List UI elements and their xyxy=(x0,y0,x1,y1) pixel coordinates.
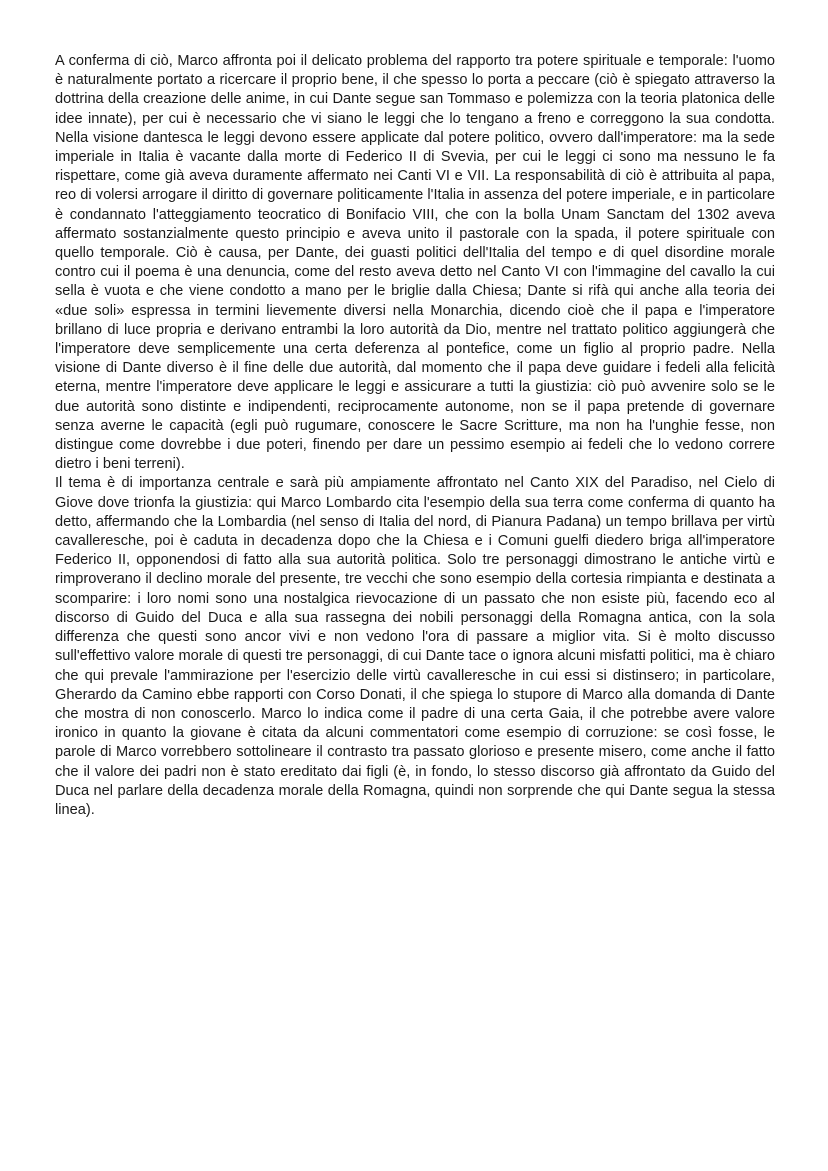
paragraph-1: A conferma di ciò, Marco affronta poi il delicato problema del rapporto tra potere spirituale e temporale: l'uomo è naturalmente portato a ricercare il proprio bene, il che spesso lo porta a peccare (ciò è spiegato attraverso la dottrina della creazione delle anime, in cui Dante segue san Tommaso e polemizza con la teoria platonica delle idee innate), per cui è necessario che vi siano le leggi che lo tengano a freno e correggono la sua condotta. Nella visione dantesca le leggi devono essere applicate dal potere politico, ovvero dall'imperatore: ma la sede imperiale in Italia è vacante dalla morte di Federico II di Svevia, per cui le leggi ci sono ma nessuno le fa rispettare, come già aveva duramente affermato nei Canti VI e VII. La responsabilità di ciò è attribuita al papa, reo di volersi arrogare il diritto di governare politicamente l'Italia in assenza del potere imperiale, e in particolare è condannato l'atteggiamento teocratico di Bonifacio VIII, che con la bolla Unam Sanctam del 1302 aveva affermato sostanzialmente questo principio e aveva unito il pastorale con la spada, il potere spirituale con quello temporale. Ciò è causa, per Dante, dei guasti politici dell'Italia del tempo e di quel disordine morale contro cui il poema è una denuncia, come del resto aveva detto nel Canto VI con l'immagine del cavallo la cui sella è vuota e che viene condotto a mano per le briglie dalla Chiesa; Dante si rifà qui anche alla teoria dei «due soli» espressa in termini lievemente diversi nella Monarchia, dicendo cioè che il papa e l'imperatore brillano di luce propria e derivano entrambi la loro autorità da Dio, mentre nel trattato politico aggiungerà che l'imperatore deve semplicemente una certa deferenza al pontefice, come un figlio al proprio padre. Nella visione di Dante diverso è il fine delle due autorità, dal momento che il papa deve guidare i fedeli alla felicità eterna, mentre l'imperatore deve applicare le leggi e assicurare a tutti la giustizia: ciò può avvenire solo se le due autorità sono distinte e indipendenti, reciprocamente autonome, non se il papa pretende di governare senza averne le capacità (egli può rugumare, conoscere le Sacre Scritture, ma non ha l'unghie fesse, non distingue come dovrebbe i due poteri, finendo per dare un pessimo esempio ai fedeli che lo vedono correre dietro i beni terreni). xyxy=(55,53,775,473)
body-text xyxy=(55,52,775,820)
paragraph-2: Il tema è di importanza centrale e sarà più ampiamente affrontato nel Canto XIX del Paradiso, nel Cielo di Giove dove trionfa la giustizia: qui Marco Lombardo cita l'esempio della sua terra come conferma di quanto ha detto, affermando che la Lombardia (nel senso di Italia del nord, di Pianura Padana) un tempo brillava per virtù cavalleresche, poi è caduta in decadenza dopo che la Chiesa e i Comuni guelfi diedero briga all'imperatore Federico II, opponendosi di fatto alla sua autorità politica. Solo tre personaggi dimostrano le antiche virtù e rimproverano il declino morale del presente, tre vecchi che sono esempio della cortesia rimpianta e destinata a scomparire: i loro nomi sono una nostalgica rievocazione di un passato che non esiste più, facendo eco al discorso di Guido del Duca e alla sua rassegna dei nobili personaggi della Romagna antica, con la sola differenza che questi sono ancor vivi e non vedono l'ora di passare a miglior vita. Si è molto discusso sull'effettivo valore morale di questi tre personaggi, di cui Dante tace o ignora alcuni misfatti politici, ma è chiaro che qui prevale l'ammirazione per l'esercizio delle virtù cavalleresche in cui essi si distinsero; in particolare, Gherardo da Camino ebbe rapporti con Corso Donati, il che spiega lo stupore di Marco alla domanda di Dante che mostra di non conoscerlo. Marco lo indica come il padre di una certa Gaia, il che potrebbe avere valore ironico in quanto la giovane è citata da alcuni commentatori come esempio di corruzione: se così fosse, le parole di Marco vorrebbero sottolineare il contrasto tra passato glorioso e presente misero, come anche il fatto che il valore dei padri non è stato ereditato dai figli (è, in fondo, lo stesso discorso già affrontato da Guido del Duca nel parlare della decadenza morale della Romagna, quindi non sorprende che qui Dante segua la stessa linea). xyxy=(55,475,775,818)
